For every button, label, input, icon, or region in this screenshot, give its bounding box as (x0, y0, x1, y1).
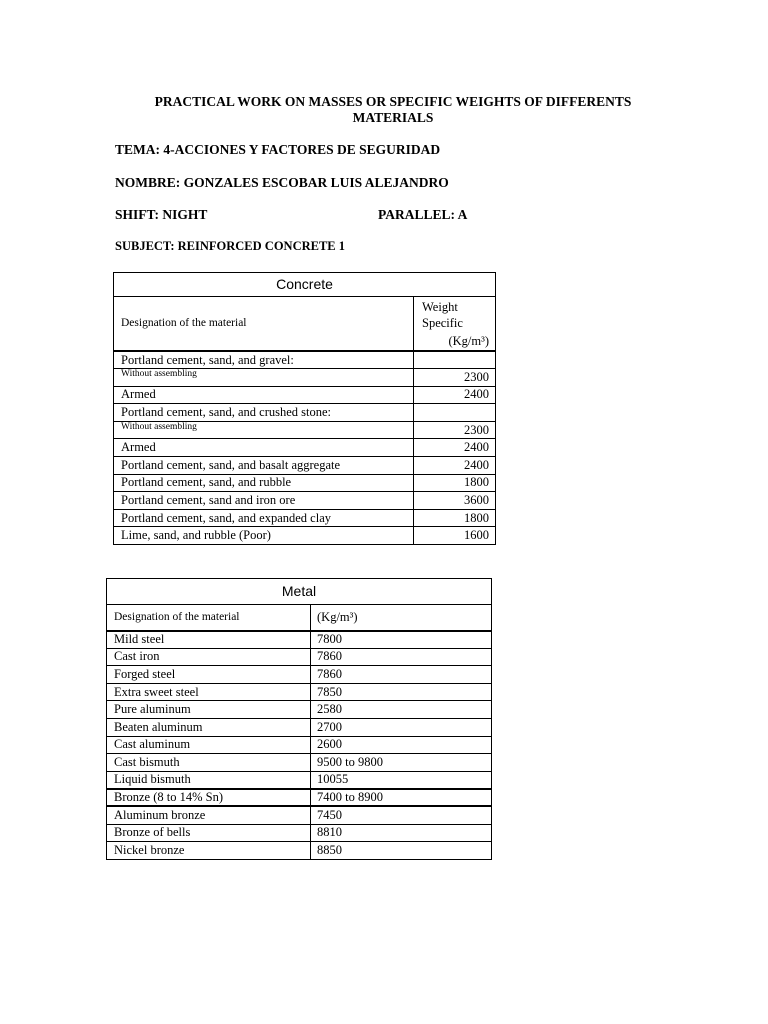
material-value: 1800 (414, 474, 496, 492)
material-value (414, 351, 496, 369)
material-value: 1800 (414, 509, 496, 527)
table-row (114, 386, 496, 404)
metal-caption: Metal (107, 579, 492, 605)
material-name: Pure aluminum (107, 701, 311, 719)
table-row (114, 439, 496, 457)
material-name: Armed (114, 439, 414, 457)
concrete-table (113, 272, 496, 545)
table-row (114, 527, 496, 545)
material-value: 2400 (414, 439, 496, 457)
table-row (114, 509, 496, 527)
material-value: 2400 (414, 386, 496, 404)
table-row (107, 736, 492, 754)
table-row (114, 421, 496, 439)
table-row (114, 457, 496, 475)
concrete-caption: Concrete (114, 273, 496, 297)
material-name: Extra sweet steel (107, 683, 311, 701)
material-value: 7450 (311, 806, 492, 824)
concrete-header-weight (414, 297, 496, 334)
metal-header-designation: Designation of the material (107, 605, 311, 631)
document-title: PRACTICAL WORK ON MASSES OR SPECIFIC WEIGHTS OF DIFFERENTS MATERIALS (154, 94, 632, 125)
material-name: Portland cement, sand, and gravel: (114, 351, 414, 369)
material-name: Mild steel (107, 631, 311, 649)
concrete-header-designation: Designation of the material (114, 297, 414, 352)
material-value: 7860 (311, 648, 492, 666)
material-value: 2600 (311, 736, 492, 754)
table-row (107, 842, 492, 860)
concrete-header-weight-2: Specific (422, 316, 463, 330)
material-name: Portland cement, sand, and basalt aggregate (114, 457, 414, 475)
material-name: Cast iron (107, 648, 311, 666)
material-value: 10055 (311, 771, 492, 789)
material-name: Portland cement, sand, and crushed stone: (114, 404, 414, 422)
metal-table (106, 578, 492, 860)
material-name: Portland cement, sand, and expanded clay (114, 509, 414, 527)
table-row (114, 404, 496, 422)
material-name: Portland cement, sand, and rubble (114, 474, 414, 492)
material-name: Cast bismuth (107, 754, 311, 772)
table-row (107, 631, 492, 649)
material-value: 2400 (414, 457, 496, 475)
material-name: Without assembling (114, 421, 414, 439)
material-name: Bronze of bells (107, 824, 311, 842)
table-row (107, 824, 492, 842)
table-row (114, 369, 496, 387)
material-value (414, 404, 496, 422)
material-value: 2300 (414, 421, 496, 439)
nombre-line: NOMBRE: GONZALES ESCOBAR LUIS ALEJANDRO (115, 175, 449, 190)
table-row (114, 351, 496, 369)
table-row (107, 806, 492, 824)
material-name: Armed (114, 386, 414, 404)
material-value: 8810 (311, 824, 492, 842)
subject-line: SUBJECT: REINFORCED CONCRETE 1 (115, 239, 346, 253)
material-value: 8850 (311, 842, 492, 860)
table-row (114, 474, 496, 492)
table-row (107, 701, 492, 719)
table-row (107, 789, 492, 807)
material-value: 7800 (311, 631, 492, 649)
parallel-line: PARALLEL: A (378, 207, 468, 222)
material-value: 7400 to 8900 (311, 789, 492, 807)
material-name: Beaten aluminum (107, 718, 311, 736)
material-name: Forged steel (107, 666, 311, 684)
table-row (107, 666, 492, 684)
concrete-header-unit: (Kg/m³) (414, 333, 496, 351)
table-row (107, 648, 492, 666)
material-value: 7850 (311, 683, 492, 701)
material-name: Liquid bismuth (107, 771, 311, 789)
shift-line: SHIFT: NIGHT (115, 207, 208, 222)
material-value: 9500 to 9800 (311, 754, 492, 772)
material-value: 7860 (311, 666, 492, 684)
table-row (107, 718, 492, 736)
material-value: 2700 (311, 718, 492, 736)
material-name: Cast aluminum (107, 736, 311, 754)
material-name: Portland cement, sand and iron ore (114, 492, 414, 510)
tema-line: TEMA: 4-ACCIONES Y FACTORES DE SEGURIDAD (115, 142, 441, 157)
table-row (114, 492, 496, 510)
material-name: Nickel bronze (107, 842, 311, 860)
concrete-header-weight-1: Weight (422, 300, 458, 314)
material-value: 1600 (414, 527, 496, 545)
material-name: Without assembling (114, 369, 414, 387)
material-name: Bronze (8 to 14% Sn) (107, 789, 311, 807)
table-row (107, 771, 492, 789)
material-name: Lime, sand, and rubble (Poor) (114, 527, 414, 545)
material-name: Aluminum bronze (107, 806, 311, 824)
material-value: 2300 (414, 369, 496, 387)
material-value: 2580 (311, 701, 492, 719)
material-value: 3600 (414, 492, 496, 510)
table-row (107, 754, 492, 772)
metal-header-unit: (Kg/m³) (311, 605, 492, 631)
table-row (107, 683, 492, 701)
